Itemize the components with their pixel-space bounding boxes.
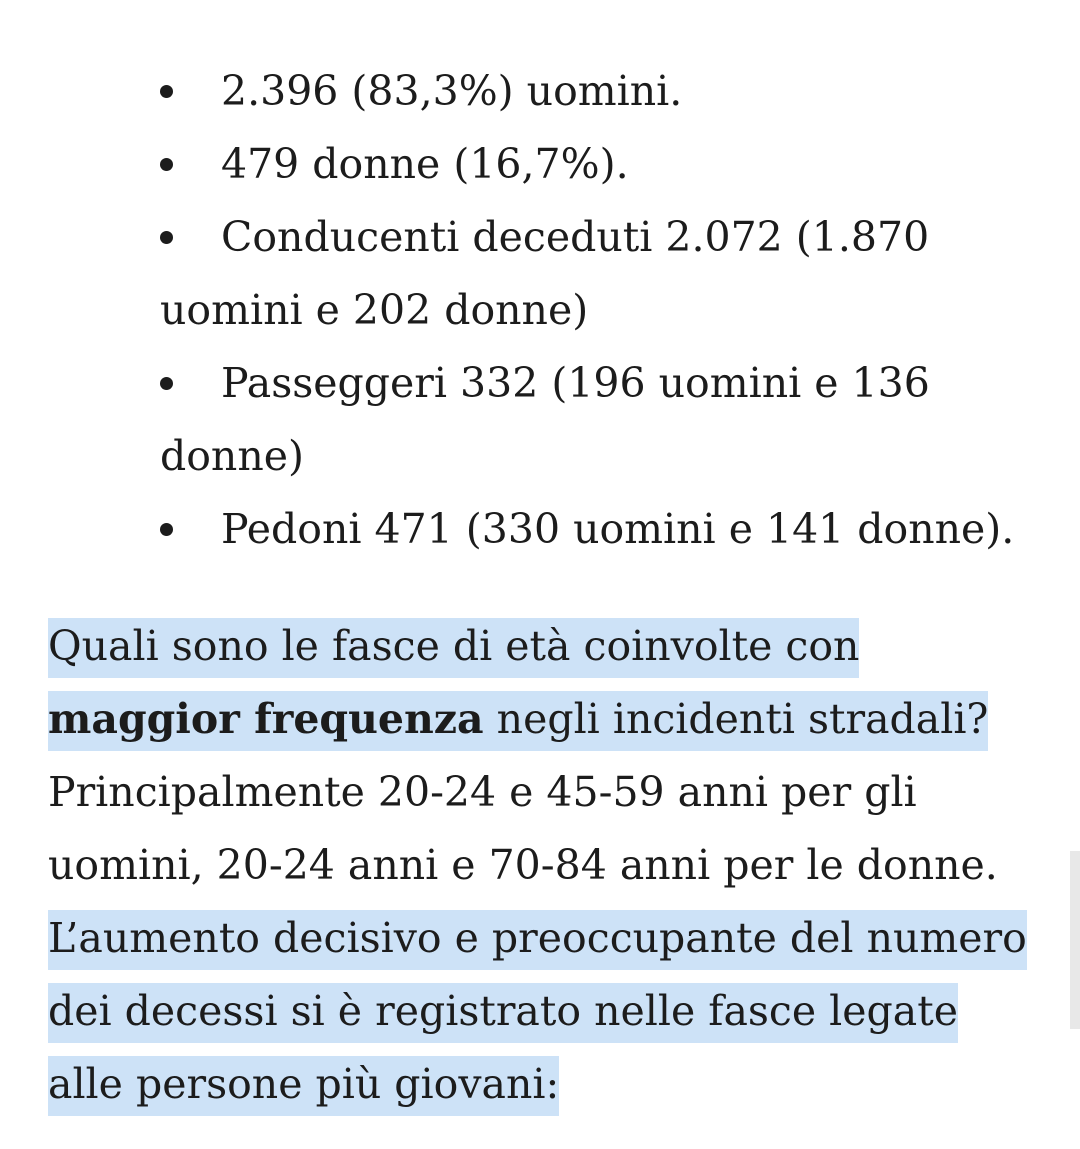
highlighted-question: [48, 618, 988, 751]
bullet-icon: [160, 85, 173, 98]
age-groups-paragraph: [48, 610, 1038, 1121]
bullet-icon: [160, 377, 173, 390]
list-item-text: Passeggeri 332 (196 uomini e 136 donne): [160, 359, 930, 480]
list-item: [160, 55, 1040, 128]
question-end-text: negli incidenti stradali?: [483, 695, 989, 743]
answer-text: Principalmente 20-24 e 45-59 anni per gli uomini, 20-24 anni e 70-84 anni per le donne.: [48, 768, 998, 889]
scrollbar-thumb[interactable]: [1070, 851, 1080, 1029]
list-item: [160, 347, 1040, 493]
bullet-icon: [160, 158, 173, 171]
bullet-icon: [160, 231, 173, 244]
statistics-list: [160, 55, 1040, 566]
list-item-text: 2.396 (83,3%) uomini.: [221, 67, 683, 115]
list-item-text: 479 donne (16,7%).: [221, 140, 629, 188]
highlighted-conclusion: L’aumento decisivo e preoccupante del numero dei decessi si è registrato nelle fasce legate alle persone più giovani:: [48, 910, 1027, 1116]
list-item-text: Pedoni 471 (330 uomini e 141 donne).: [221, 505, 1015, 553]
bullet-icon: [160, 523, 173, 536]
question-start-text: Quali sono le fasce di età coinvolte con: [48, 622, 860, 670]
list-item: [160, 201, 1040, 347]
question-bold-text: maggior frequenza: [48, 695, 484, 743]
list-item: [160, 128, 1040, 201]
list-item: [160, 493, 1040, 566]
list-item-text: Conducenti deceduti 2.072 (1.870 uomini e 202 donne): [160, 213, 930, 334]
